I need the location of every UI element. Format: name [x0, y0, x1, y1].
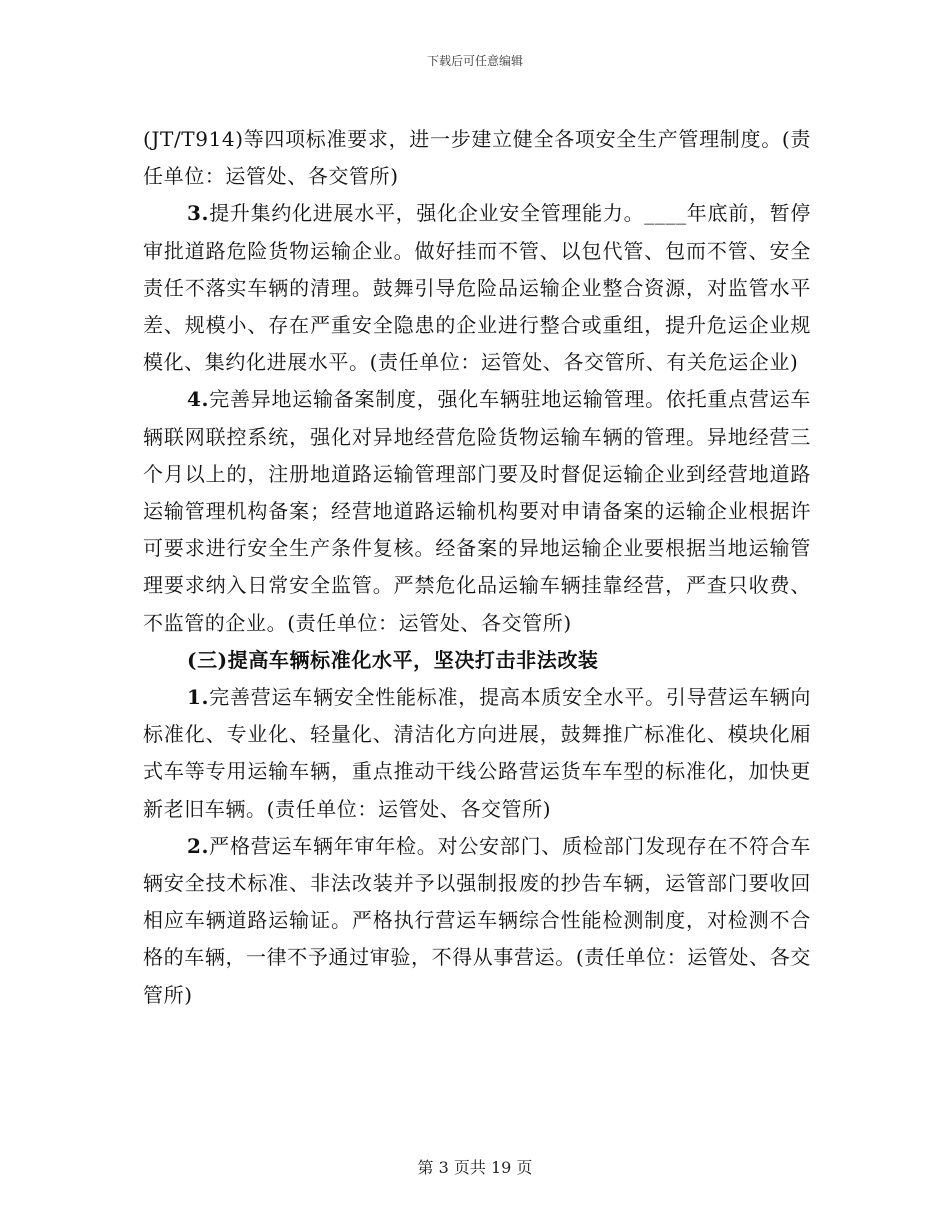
page-header-note: 下载后可任意编辑 — [426, 54, 523, 68]
paragraph-text: (JT/T914)等四项标准要求，进一步建立健全各项安全生产管理制度。(责任单位：运管处、各交管所) — [143, 127, 811, 189]
paragraph-text: 完善异地运输备案制度，强化车辆驻地运输管理。依托重点营运车辆联网联控系统，强化对异地经营危险货物运输车辆的管理。异地经营三个月以上的，注册地道路运输管理部门要及时督促运输企业到经营地道路运输管理机构备案；经营地道路运输机构要对申请备案的运输企业根据许可要求进行安全生产条件复核。经备案的异地运输企业要根据当地运输管理要求纳入日常安全监管。严禁危化品运输车辆挂靠经营，严查只收费、不监管的企业。(责任单位：运管处、各交管所) — [143, 387, 811, 635]
paragraph-text: 严格营运车辆年审年检。对公安部门、质检部门发现存在不符合车辆安全技术标准、非法改装并予以强制报废的抄告车辆，运管部门要收回相应车辆道路运输证。严格执行营运车辆综合性能检测制度，对检测不合格的车辆，一律不予通过审验，不得从事营运。(责任单位：运管处、各交管所) — [143, 833, 811, 1007]
item-number: 3. — [187, 201, 210, 226]
paragraph-text: 提升集约化进展水平，强化企业安全管理能力。____年底前，暂停审批道路危险货物运输企业。做好挂而不管、以包代管、包而不管、安全责任不落实车辆的清理。鼓舞引导危险品运输企业整合资源，对监管水平差、规模小、存在严重安全隐患的企业进行整合或重组，提升危运企业规模化、集约化进展水平。(责任单位：运管处、各交管所、有关危运企业) — [143, 201, 811, 375]
paragraph-item-1 — [143, 679, 811, 828]
item-number: 1. — [187, 685, 210, 710]
item-number: 2. — [187, 833, 210, 858]
paragraph-text: 完善营运车辆安全性能标准，提高本质安全水平。引导营运车辆向标准化、专业化、轻量化、清洁化方向进展，鼓舞推广标准化、模块化厢式车等专用运输车辆，重点推动干线公路营运货车车型的标准化，加快更新老旧车辆。(责任单位：运管处、各交管所) — [143, 685, 811, 821]
page-number: 第 3 页共 19 页 — [417, 1158, 533, 1177]
item-number: 4. — [187, 387, 210, 412]
section-heading: (三)提高车辆标准化水平，坚决打击非法改装 — [187, 647, 599, 672]
paragraph-item-3 — [143, 195, 811, 381]
paragraph-item-2 — [143, 828, 811, 1014]
document-body — [143, 121, 811, 1014]
paragraph-item-4 — [143, 381, 811, 641]
paragraph-continuation — [143, 121, 811, 195]
